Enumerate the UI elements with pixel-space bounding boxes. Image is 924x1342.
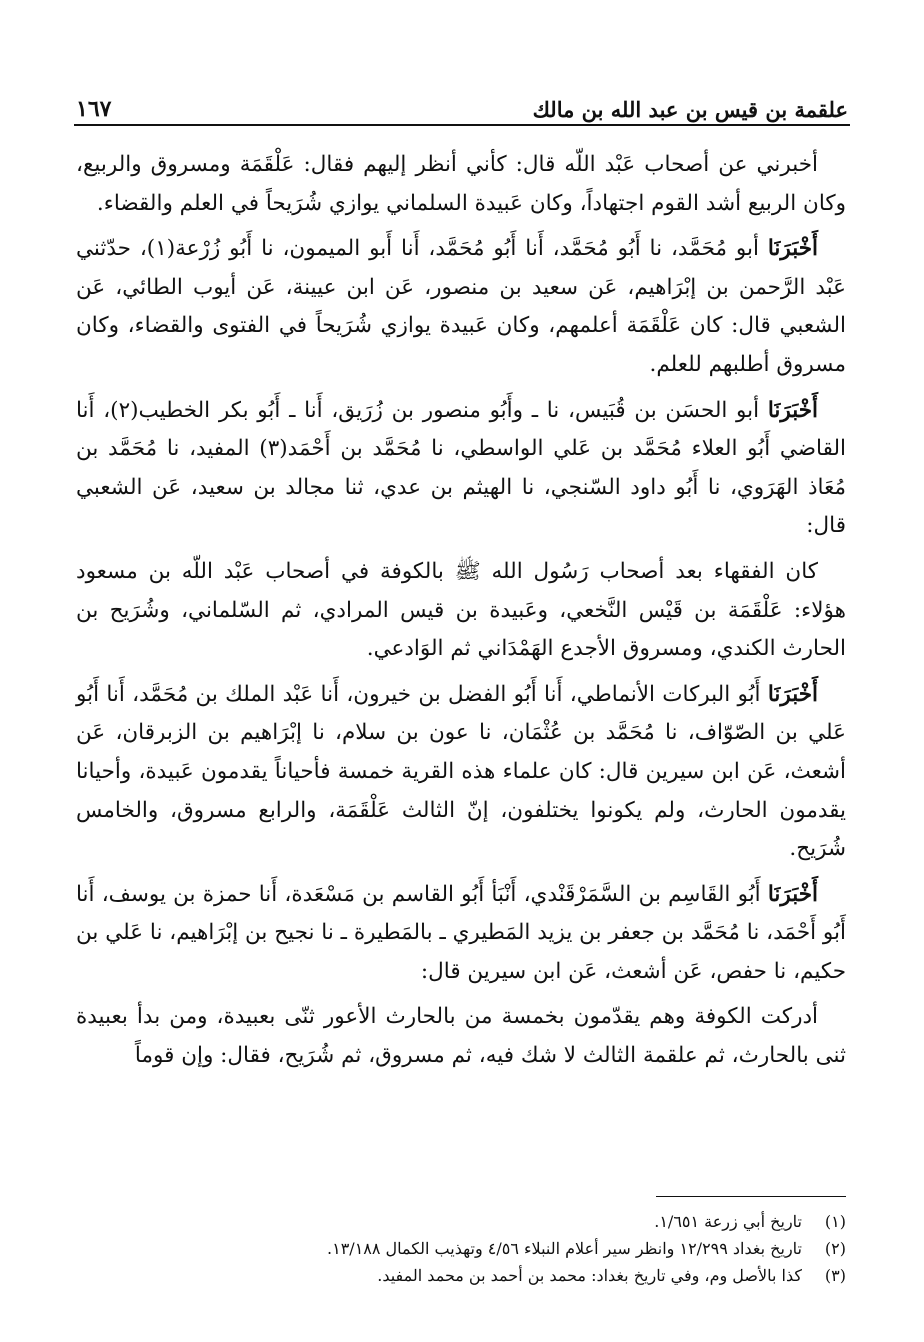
paragraph <box>76 676 846 869</box>
paragraph <box>76 876 846 992</box>
paragraph <box>76 146 846 223</box>
paragraph <box>76 553 846 669</box>
paragraph <box>76 230 846 384</box>
paragraph-lead: أَخْبَرَنَا <box>767 397 818 423</box>
paragraph-text: أَبُو القَاسِم بن السَّمَرْقَنْدي، أَنْبَأ أَبُو القاسم بن مَسْعَدة، أَنا حمزة بن يوسف، أَنا أَبُو أَحْمَد، نا مُحَمَّد بن جعفر بن يزيد المَطيري ـ بالمَطيرة ـ نا نجيح بن إبْرَاهيم، نا عَلي بن حكيم، نا حفص، عَن أشعث، عَن ابن سيرين قال: <box>76 881 846 984</box>
paragraph-lead: أَخْبَرَنَا <box>767 681 818 707</box>
footnote <box>76 1262 846 1289</box>
paragraph-text: أخبرني عن أصحاب عَبْد اللّه قال: كأني أنظر إليهم فقال: عَلْقَمَة ومسروق والربيع، وكان الربيع أشد القوم اجتهاداً، وكان عَبيدة السلماني يوازي شُرَيحاً في العلم والقضاء. <box>76 152 846 216</box>
paragraph-text: كان الفقهاء بعد أصحاب رَسُول الله ﷺ بالكوفة في أصحاب عَبْد اللّه بن مسعود هؤلاء: عَلْقَمَة بن قَيْس النَّخعي، وعَبيدة بن قيس المرادي، ثم السّلماني، وشُرَيح بن الحارث الكندي، ومسروق الأجدع الهَمْدَاني ثم الوَادعي. <box>76 558 846 662</box>
paragraph-text: أَبُو البركات الأنماطي، أَنا أَبُو الفضل بن خيرون، أَنا عَبْد الملك بن مُحَمَّد، أَنا أَبُو عَلي بن الصّوّاف، نا مُحَمَّد بن عُثْمَان، نا عون بن سلام، نا إبْرَاهيم بن الزبرقان، عَن أشعث، عَن ابن سيرين قال: كان علماء هذه القرية خمسة فأحياناً يقدمون عَبيدة، وأحيانا يقدمون الحارث، ولم يكونوا يختلفون، إنّ الثالث عَلْقَمَة، والرابع مسروق، والخامس شُرَيح. <box>76 681 846 862</box>
footnote <box>76 1235 846 1262</box>
footnotes <box>76 1208 846 1289</box>
paragraph-text: أدركت الكوفة وهم يقدّمون بخمسة من بالحارث الأعور ثنّى بعبيدة، ومن بدأ بعبيدة ثنى بالحارث، ثم علقمة الثالث لا شك فيه، ثم مسروق، ثم شُرَيح، فقال: وإن قوماً <box>76 1004 846 1069</box>
footnote-number: (١) <box>824 1212 846 1231</box>
running-title: علقمة بن قيس بن عبد الله بن مالك <box>532 97 848 122</box>
page-header <box>76 78 848 122</box>
page-number: ١٦٧ <box>76 96 112 122</box>
footnote-text: كذا بالأصل وم، وفي تاريخ بغداد: محمد بن أحمد بن محمد المفيد. <box>377 1266 802 1285</box>
footnote-text: تاريخ بغداد ١٢/٢٩٩ وانظر سير أعلام النبلاء ٤/٥٦ وتهذيب الكمال ١٣/١٨٨. <box>327 1239 802 1258</box>
main-text <box>76 146 846 1083</box>
header-rule <box>74 124 850 126</box>
footnote-number: (٢) <box>824 1239 846 1258</box>
paragraph <box>76 392 846 546</box>
paragraph-lead: أَخْبَرَنَا <box>767 881 818 907</box>
paragraph-lead: أَخْبَرَنَا <box>767 236 818 262</box>
footnote-text: تاريخ أبي زرعة ١/٦٥١. <box>654 1212 802 1231</box>
paragraph-text: أبو الحسَن بن قُبَيس، نا ـ وأَبُو منصور بن زُرَيق، أَنا ـ أَبُو بكر الخطيب(٢)، أَنا القاضي أَبُو العلاء مُحَمَّد بن عَلي الواسطي، نا مُحَمَّد بن أَحْمَد(٣) المفيد، نا مُحَمَّد بن مُعَاذ الهَرَوي، نا أَبُو داود السّنجي، نا الهيثم بن عدي، ثنا مجالد بن سعيد، عَن الشعبي قال: <box>76 397 847 539</box>
paragraph <box>76 998 846 1075</box>
paragraph-text: أبو مُحَمَّد، نا أَبُو مُحَمَّد، أَنا أَبُو مُحَمَّد، أَنا أَبو الميمون، نا أَبُو زُرْعة(١)، حدّثني عَبْد الرَّحمن بن إبْرَاهيم، عَن سعيد بن منصور، عَن ابن عيينة، عَن أيوب الطائي، عَن الشعبي قال: كان عَلْقَمَة أعلمهم، وكان عَبيدة يوازي شُرَيحاً في الفتوى والقضاء، وكان مسروق أطلبهم للعلم. <box>76 236 846 377</box>
footnote-number: (٣) <box>824 1266 846 1285</box>
footnote <box>76 1208 846 1235</box>
footnote-rule <box>656 1196 846 1197</box>
